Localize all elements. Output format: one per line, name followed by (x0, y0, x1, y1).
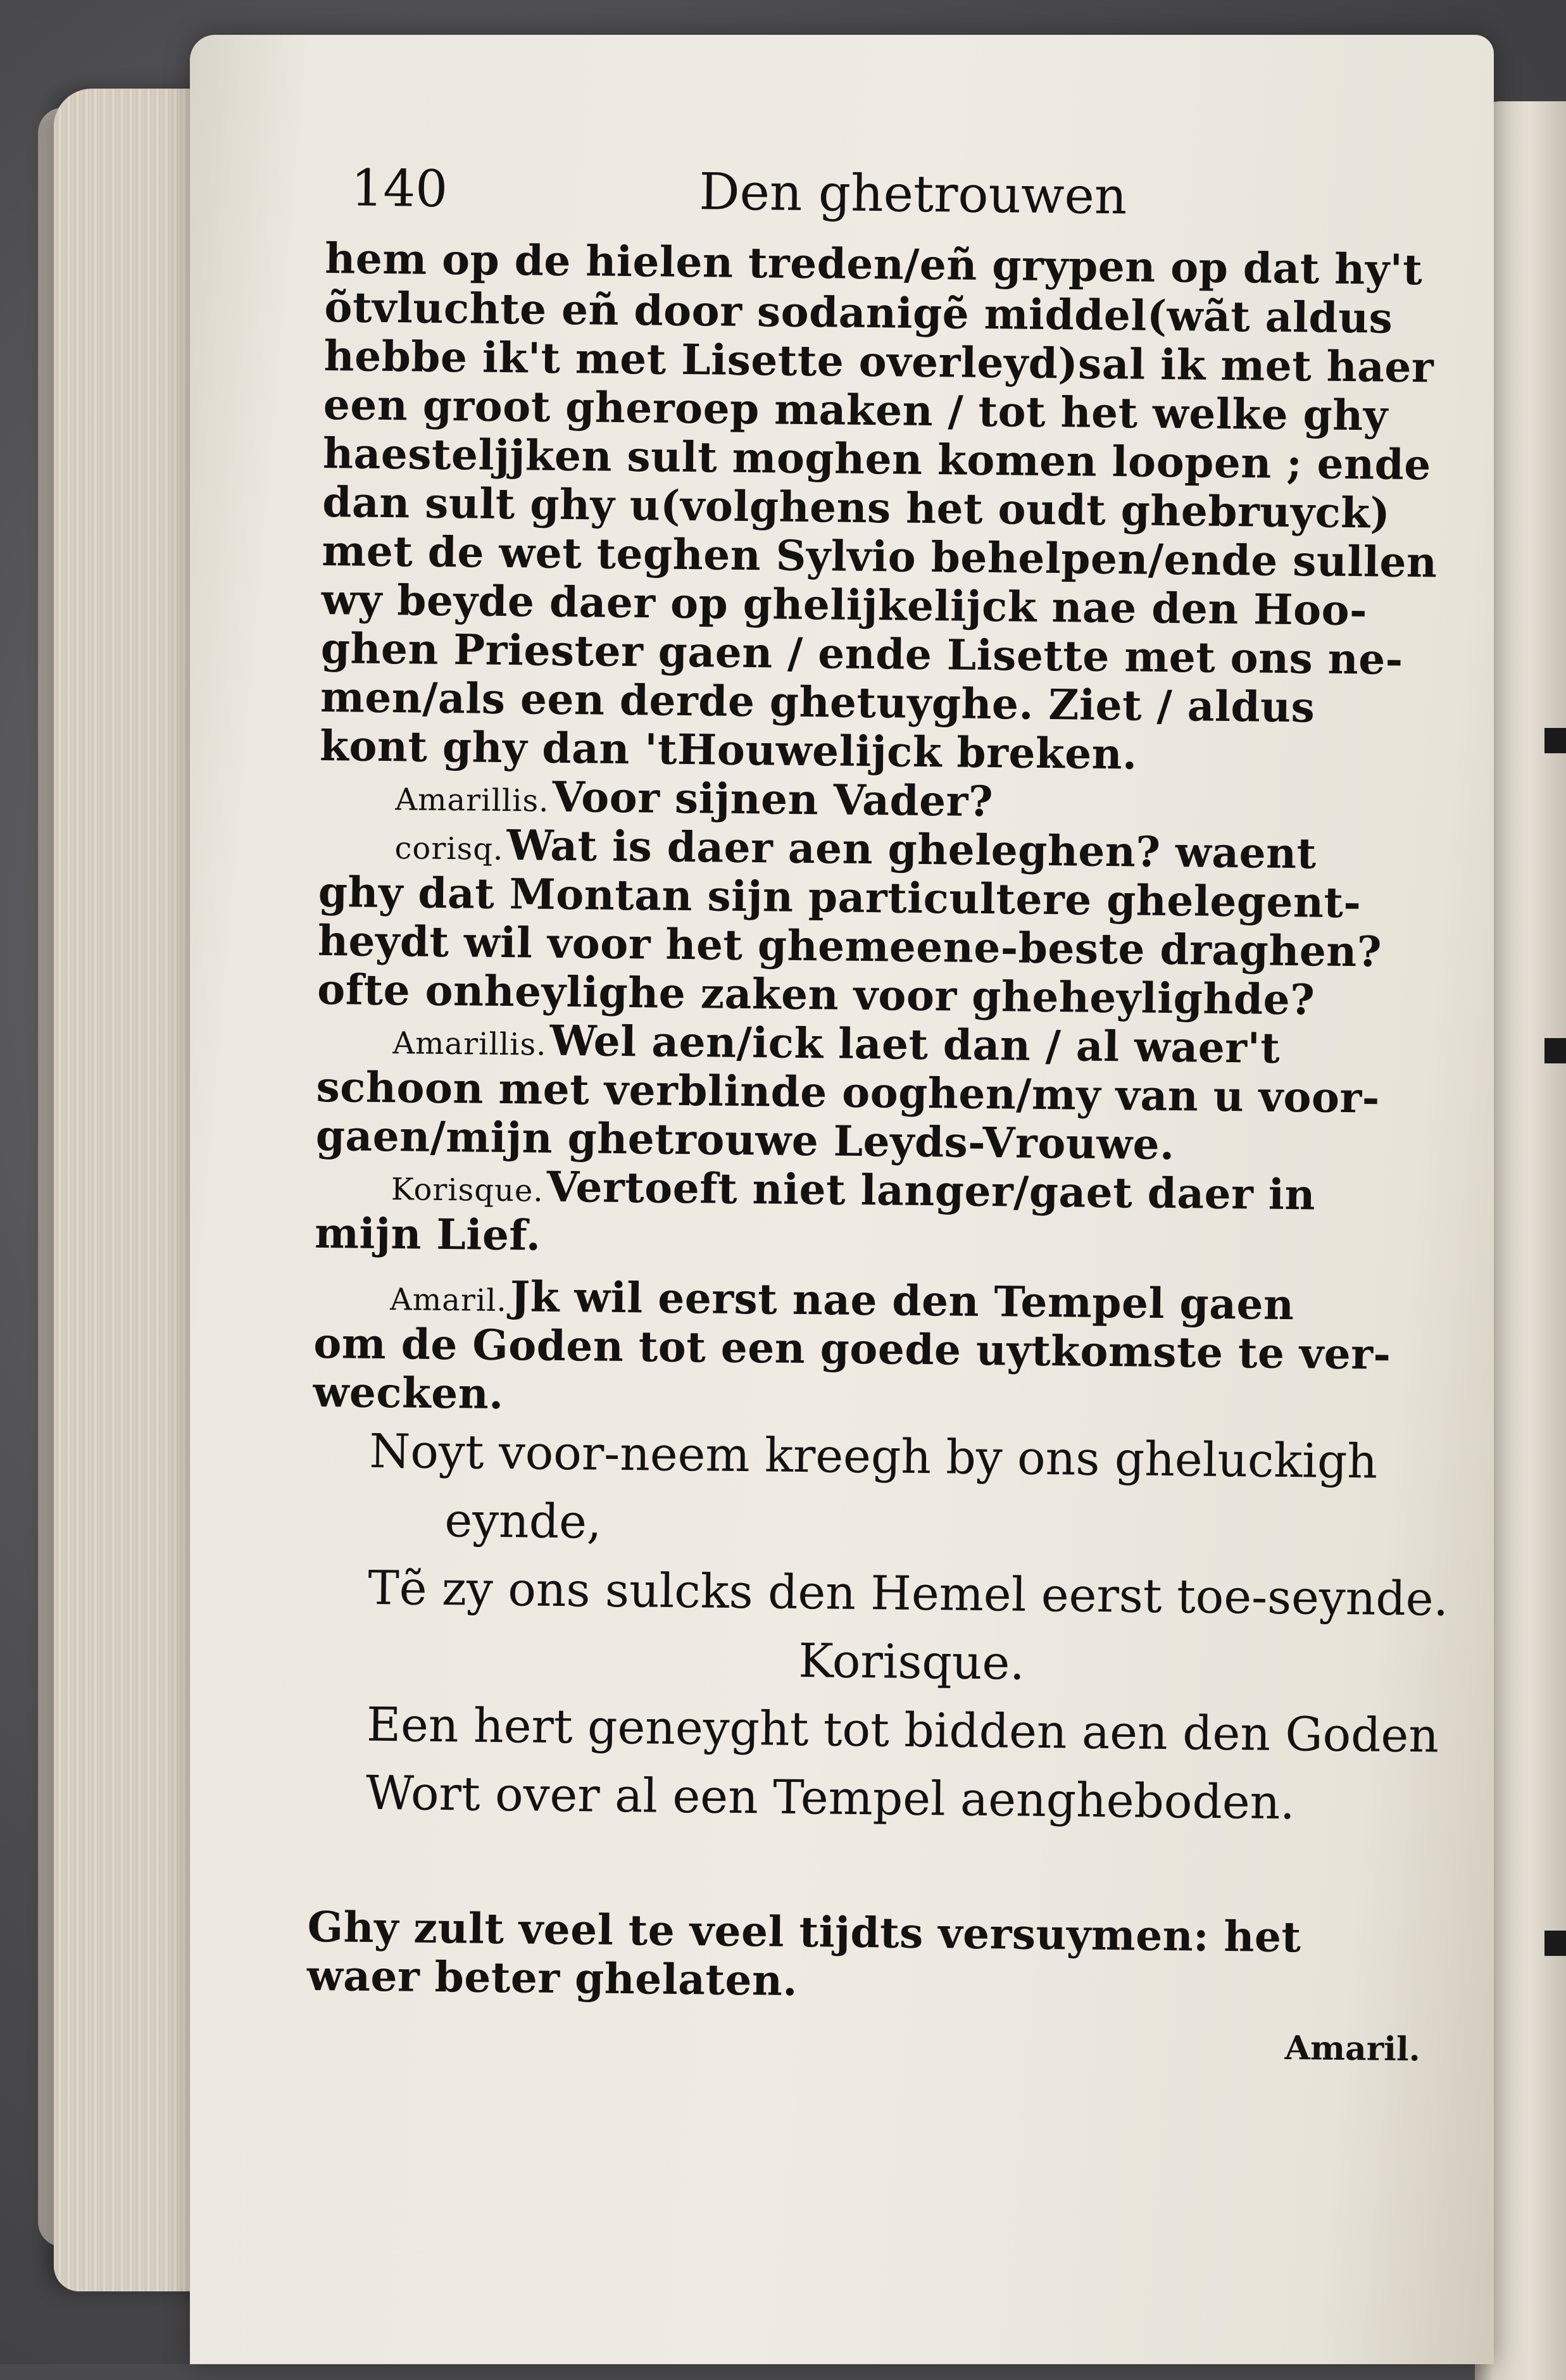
text-line: een groot gheroep maken / tot het welke ghy (323, 379, 1388, 441)
facing-page-print-mark (1544, 1931, 1566, 1956)
text-line: hebbe ik't met Lisette overleyd)sal ik met haer (323, 330, 1434, 392)
text-line: kont ghy dan 'tHouwelijck breken. (319, 720, 1138, 779)
text-line: ghen Priester gaen / ende Lisette met ons ne- (320, 623, 1404, 684)
text-line: õtvluchte eñ door sodanigẽ middel(wãt aldus (324, 282, 1393, 343)
speech-text: Wat is daer aen gheleghen? waent (506, 820, 1317, 879)
facing-page-print-mark (1544, 1038, 1566, 1063)
text-line: om de Goden tot een goede uytkomste te ver- (313, 1318, 1391, 1379)
text-line: heydt wil voor het ghemeene-beste draghen? (317, 915, 1382, 977)
text-line: ghy dat Montan sijn particultere ghelegent- (318, 867, 1362, 928)
text-line: dan sult ghy u(volghens het oudt ghebruyck) (322, 477, 1391, 538)
speech-text: Wel aen/ick laet dan / al waer't (549, 1015, 1281, 1073)
text-line: ofte onheylighe zaken voor gheheylighde? (316, 964, 1315, 1025)
text-line: Ghy zult veel te veel tijdts versuymen: het (307, 1901, 1301, 1962)
speaker-name: Amarillis. (392, 1025, 547, 1063)
speech-text: Voor sijnen Vader? (552, 772, 994, 827)
facing-page-print-mark (1544, 728, 1566, 753)
text-line: men/als een derde ghetuyghe. Ziet / aldus (320, 672, 1315, 732)
spacer (308, 1827, 1435, 1915)
verse-line: eynde, (444, 1493, 602, 1550)
verse-speaker: Korisque. (798, 1633, 1025, 1691)
speech-text: Jk wil eerst nae den Tempel gaen (510, 1272, 1294, 1330)
text-line: met de wet teghen Sylvio behelpen/ende sullen (322, 525, 1438, 587)
text-line: schoon met verblinde ooghen/my van u voor- (316, 1062, 1381, 1123)
text-line: wecken. (313, 1367, 504, 1419)
speaker-name: Korisque. (391, 1172, 544, 1209)
text-line: mijn Lief. (314, 1208, 541, 1260)
speaker-name: corisq. (394, 830, 504, 867)
page-number: 140 (351, 158, 448, 219)
text-line: haesteljjken sult moghen komen loopen ; ende (322, 428, 1432, 490)
verse-line: Tẽ zy ons sulcks den Hemel eerst toe-seynde. (367, 1560, 1449, 1627)
speech-text: Vertoeft niet langer/gaet daer in (546, 1162, 1316, 1220)
page-header (325, 158, 1453, 246)
verse-line: Noyt voor-neem kreegh by ons gheluckigh (369, 1424, 1378, 1489)
text-line: waer beter ghelaten. (306, 1950, 798, 2005)
speaker-name: Amaril. (389, 1282, 508, 1319)
catchword: Amaril. (1284, 2029, 1421, 2069)
page-text (306, 158, 1453, 2088)
speaker-name: Amarillis. (395, 782, 549, 819)
text-line: hem op de hielen treden/eñ grypen op dat hy't (324, 233, 1423, 295)
text-line: gaen/mijn ghetrouwe Leyds-Vrouwe. (315, 1110, 1175, 1170)
text-line: wy beyde daer op ghelijkelijck nae den Hoo- (321, 574, 1368, 636)
verse-line: Wort over al een Tempel aengheboden. (365, 1765, 1296, 1831)
verse-line: Een hert geneyght tot bidden aen den Goden (366, 1697, 1439, 1763)
running-title: Den ghetrouwen (698, 162, 1127, 226)
